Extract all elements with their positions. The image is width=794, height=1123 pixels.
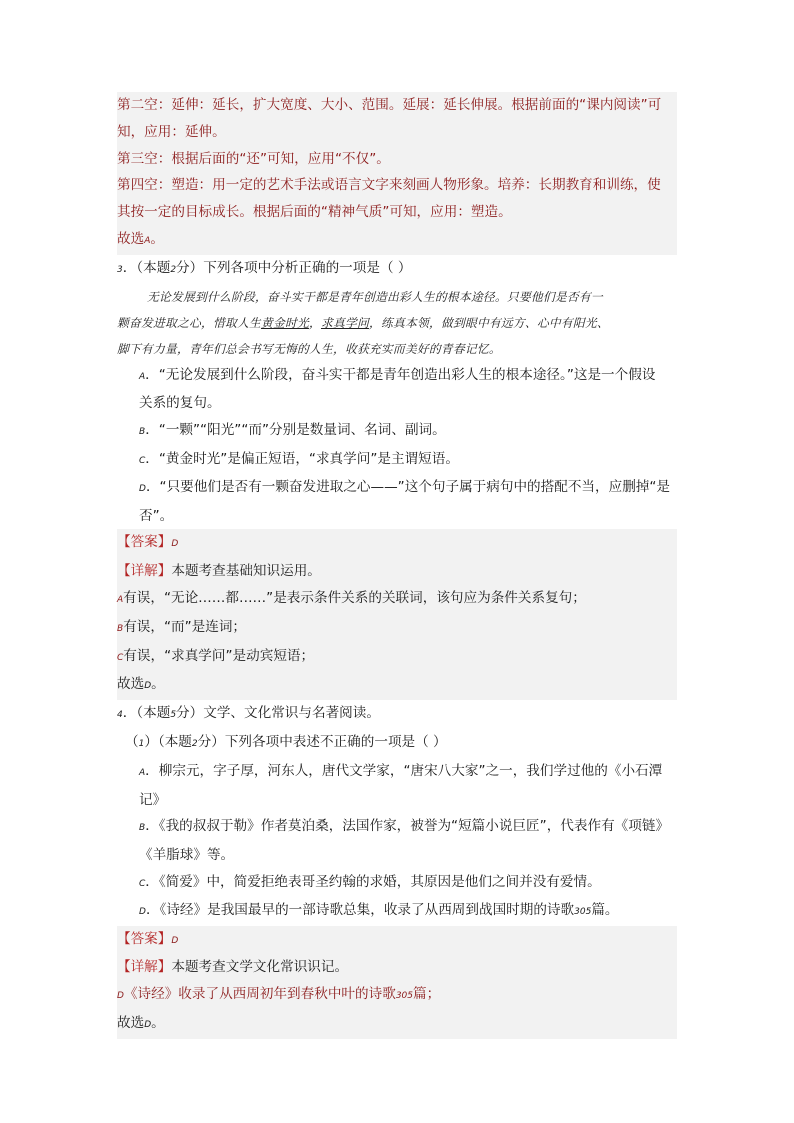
q3-note-c: C有误，“求真学问”是动宾短语； bbox=[117, 647, 315, 664]
q2-blank3-line: 第三空：根据后面的“还”可知，应用“不仅”。 bbox=[117, 150, 390, 167]
q3-passage-line2: 颗奋发进取之心，惜取人生黄金时光，求真学问，练真本领，做到眼中有远方、心中有阳光、 bbox=[117, 315, 609, 330]
q3-answer-block bbox=[117, 529, 677, 700]
q3-answer: 【答案】D bbox=[117, 534, 179, 551]
q4-option-d: D．《诗经》是我国最早的一部诗歌总集，收录了从西周到战国时期的诗歌305篇。 bbox=[139, 902, 619, 919]
q4-stem: 4．（本题5分）文学、文化常识与名著阅读。 bbox=[117, 705, 380, 722]
q2-conclusion: 故选A。 bbox=[117, 230, 164, 247]
q3-detail: 【详解】本题考查基础知识运用。 bbox=[117, 563, 321, 580]
q4-option-a: A．柳宗元，字子厚，河东人，唐代文学家，“唐宋八大家”之一，我们学过他的《小石潭 bbox=[139, 763, 663, 780]
q4-options bbox=[117, 758, 677, 926]
document-page bbox=[117, 92, 677, 1039]
q2-blank4-line2: 其按一定的目标成长。根据后面的“精神气质”可知，应用：塑造。 bbox=[117, 204, 512, 221]
q4-detail: 【详解】本题考查文学文化常识识记。 bbox=[117, 959, 349, 976]
q3-option-a-cont: 关系的复句。 bbox=[139, 395, 221, 412]
q3-conclusion: 故选D。 bbox=[117, 676, 165, 693]
q4-answer: 【答案】D bbox=[117, 930, 179, 947]
q3-options bbox=[117, 362, 677, 530]
q4-option-b: B．《我的叔叔于勒》作者莫泊桑，法国作家，被誉为“短篇小说巨匠”，代表作有《项链》 bbox=[139, 818, 670, 835]
q2-analysis-block bbox=[117, 92, 677, 255]
q4-option-c: C．《简爱》中，简爱拒绝表哥圣约翰的求婚，其原因是他们之间并没有爱情。 bbox=[139, 873, 601, 890]
q4-sub1-stem: （1）（本题2分）下列各项中表述不正确的一项是（ ） bbox=[125, 734, 447, 751]
q3-option-a: A．“无论发展到什么阶段，奋斗实干都是青年创造出彩人生的根本途径。”这是一个假设 bbox=[139, 366, 656, 383]
q4-answer-block bbox=[117, 926, 677, 1039]
q4-note-d: D《诗经》收录了从西周初年到春秋中叶的诗歌305篇； bbox=[117, 986, 441, 1003]
q3-option-b: B．“一颗”“阳光”“而”分别是数量词、名词、副词。 bbox=[139, 421, 446, 438]
q4-option-b-cont: 《羊脂球》等。 bbox=[139, 846, 235, 863]
q4-option-a-cont: 记》 bbox=[139, 791, 167, 808]
q4-conclusion: 故选D。 bbox=[117, 1015, 165, 1032]
q3-note-a: A有误，“无论……都……”是表示条件关系的关联词，该句应为条件关系复句； bbox=[117, 589, 586, 606]
q3-stem: 3．（本题2分）下列各项中分析正确的一项是（ ） bbox=[117, 259, 412, 276]
q3-passage bbox=[117, 284, 677, 362]
q3-option-d-cont: 否”。 bbox=[139, 507, 174, 524]
q3-passage-line1: 无论发展到什么阶段，奋斗实干都是青年创造出彩人生的根本途径。只要他们是否有一 bbox=[147, 289, 603, 304]
q2-blank2-line1: 第二空：延伸：延长，扩大宽度、大小、范围。延展：延长伸展。根据前面的“课内阅读”可 bbox=[117, 97, 662, 113]
q3-note-b: B有误，“而”是连词； bbox=[117, 618, 247, 635]
q3-option-c: C．“黄金时光”是偏正短语，“求真学问”是主谓短语。 bbox=[139, 450, 459, 467]
q2-blank4-line1: 第四空：塑造：用一定的艺术手法或语言文字来刻画人物形象。培养：长期教育和训练，使 bbox=[117, 177, 661, 194]
q3-passage-line3: 脚下有力量，青年们总会书写无悔的人生，收获充实而美好的青春记忆。 bbox=[117, 341, 501, 356]
q2-blank2-line2: 知，应用：延伸。 bbox=[117, 123, 226, 140]
q3-option-d: D．“只要他们是否有一颗奋发进取之心——”这个句子属于病句中的搭配不当，应删掉“是 bbox=[139, 479, 671, 496]
